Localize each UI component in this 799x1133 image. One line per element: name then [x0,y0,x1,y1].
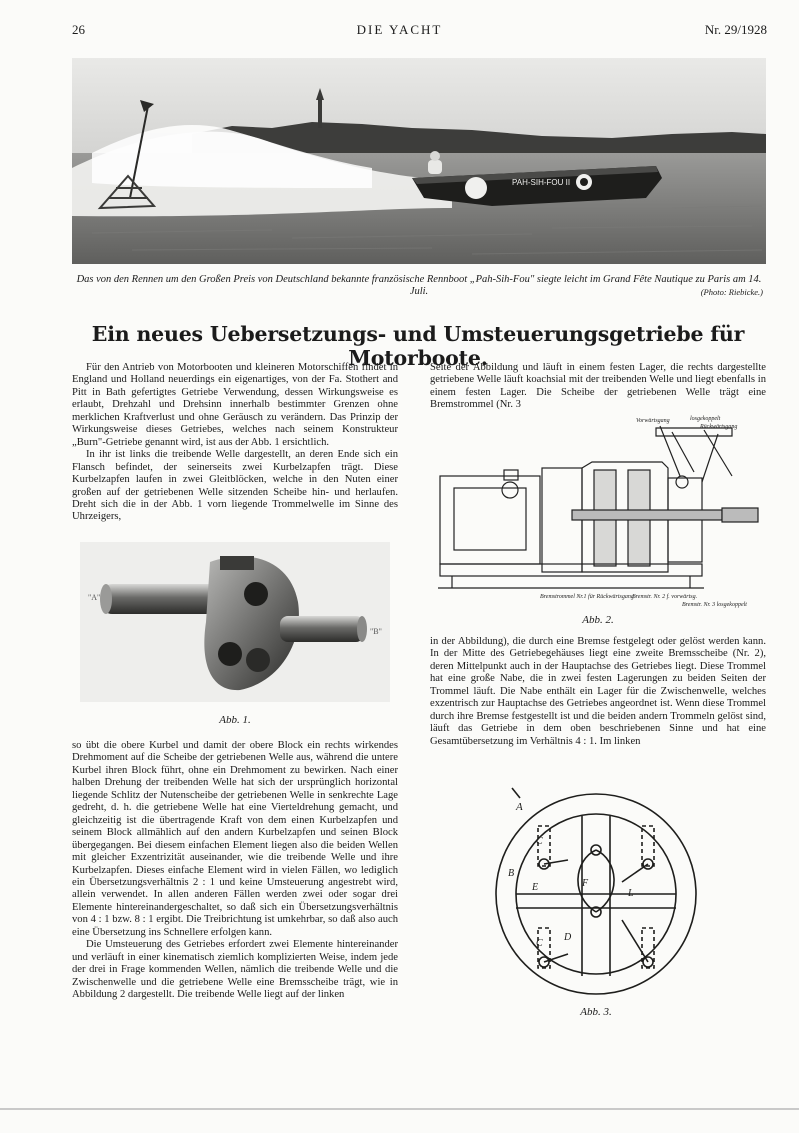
letter-c-bottom: C [536,938,543,949]
letter-a: A [516,801,523,813]
letter-l: L [628,888,634,899]
boat-name-text: PAH-SIH-FOU II [512,178,571,187]
label-bremstrommel-1: Bremstrommel Nr.1 für Rückwärtsgang [540,594,634,600]
journal-title: DIE YACHT [356,22,443,37]
figure-1-caption: Abb. 1. [219,714,251,726]
photo-credit: (Photo: Riebicke.) [700,287,763,297]
column-right-bottom [430,636,766,748]
label-rueckwaertsgang: Rückwärtsgang [700,424,738,430]
figure-3-diagram [472,786,720,998]
paragraph: Die Umsteuerung des Getriebes erfordert zwei Elemente hintereinander und verläuft in einer kinematisch ziemlich komplizierten Weise, indem jede der drei in Frage kommenden Wellen, nämlich die treibende Welle und die Zwischenwelle und die getriebene Welle eine Bremsscheibe trägt, wie in Abbildung 2 dargestellt. Die treibende Welle liegt auf der linken [72,939,398,1001]
paragraph: in der Abbildung), die durch eine Bremse festgelegt oder gelöst werden kann. In der Mitte des Getriebegehäuses liegt eine zweite Bremsscheibe (Nr. 2), deren Mittelpunkt auch in der Hauptachse des Getriebes liegt. Diese Trommel hat eine große Nabe, die in zwei festen Lagerungen zu beiden Seiten der Trommel läuft. Die Nabe enthält ein Lager für die Zwischenwelle, welches exzentrisch zur Hauptachse des Getriebes angeordnet ist. Wenn diese Trommel durch ihre Bremse festgestellt ist und die beiden andern Trommeln gelöst sind, läuft das Getriebe in dem oben beschriebenen Sinne und hat eine Gesamtübersetzung im Verhältnis 4 : 1. Im linken [430,636,766,747]
label-bremstrommel-3: Bremstr. Nr. 3 losgekoppelt [682,602,747,608]
shaft-assembly-illustration [80,542,390,702]
paragraph: Für den Antrieb von Motorbooten und kleineren Motorschiffen findet in England und Holland neuerdings ein eigenartiges, von der Fa. Stothert and Pitt in Bath gefertigtes Getriebe Verwendung, dessen Wirkungsweise es erlaubt, Drehzahl und Drehsinn innerhalb bestimmter Grenzen ohne merklichen Kraftverlust und ohne Geräusch zu verändern. Das Prinzip der Wirkungsweise dieses Getriebes, welches nach seinem Konstrukteur „Burn"-Getriebe genannt wird, ist aus der Abb. 1 ersichtlich. [72,362,398,448]
gearbox-section-drawing [432,412,766,612]
label-a: "A" [88,593,101,602]
paragraph: so übt die obere Kurbel und damit der obere Block ein rechts wirkendes Drehmoment auf die Scheibe der getriebenen Welle aus, während die untere Kurbel ihren Block führt, ohne ein Drehmoment zu bewirken. Nach einer halben Drehung der treibenden Welle hat sich der ursprünglich horizontal liegende Schlitz der Nutenscheibe der getriebenen Welle in senkrechte Lage gedreht, d. h. die getriebene Welle hat eine Vierteldrehung gemacht, und gleichzeitig ist die übertragende Kraft von dem einen Kurbelzapfen und seinem Block allmählich auf den andern Kurbelzapfen und seinen Block übergegangen. Bei diesem einfachen Element liegen also die beiden Wellen mit gleicher Exzentrizität auseinander, wie die treibende Welle und ihre Kurbelzapfen. Dieses einfache Element wird in vielen Fällen, wo lediglich ein Übersetzungsverhältnis 2 : 1 und keine Umsteuerung angestrebt wird, allein verwendet. In allen anderen Fällen werden zwei oder sogar drei Elemente hintereinandergeschaltet, so daß sich ein Übersetzungsverhältnis von 4 : 1 bzw. 8 : 1 ergibt. Die Treibrichtung ist umkehrbar, so daß also auch eine Übersetzung ins Schnellere erfolgen kann. [72,740,398,938]
letter-b: B [508,868,515,879]
paragraph: In ihr ist links die treibende Welle dargestellt, an deren Ende sich ein Flansch befindet, der seinerseits zwei Kurbelzapfen trägt. Diese Kurbelzapfen laufen in zwei Gleitblöcken, welche in den Nuten einer großen auf der getriebenen Welle sitzenden Scheibe hin- und herlaufen. Dreht sich die in der Abb. 1 vorn liegende Trommelwelle im Sinne des Uhrzeigers, [72,449,398,523]
label-losgekoppelt: losgekoppelt [690,416,721,422]
label-bremstrommel-2: Bremstr. Nr. 2 f. vorwärtsg. [632,594,698,600]
label-vorwaertsgang: Vorwärtsgang [636,418,670,424]
article-title: Ein neues Uebersetzungs- und Umsteuerungsgetriebe für Motorboote. [91,322,745,370]
column-right-top [430,362,766,412]
kinematic-diagram [472,786,720,998]
letter-d: D [564,932,572,943]
issue-number: Nr. 29/1928 [704,22,767,37]
figure-2-drawing [432,412,766,612]
label-b: "B" [370,627,382,636]
column-left-top [72,362,398,524]
column-left-bottom [72,740,398,1002]
figure-3-caption: Abb. 3. [580,1006,612,1018]
figure-1-photo [80,542,390,702]
letter-e: E [532,882,539,893]
page-number: 26 [72,22,85,37]
racing-boat-illustration [72,58,766,264]
figure-2-caption: Abb. 2. [582,614,614,626]
photo-caption: Das von den Rennen um den Großen Preis von Deutschland bekannte französische Rennboot „Pah-Sih-Fou" siegte leicht im Grand Fête Nautique zu Paris am 14. Juli. [76,274,762,297]
letter-c-top: C [536,836,543,847]
letter-f: F [582,878,589,889]
racing-boat-photo [72,58,766,264]
paragraph: Seite der Abbildung und läuft in einem festen Lager, die rechts dargestellte getriebene Welle läuft koachsial mit der treibenden Welle und liegt ebenfalls in einem festen Lager. Die Scheibe der getriebenen Welle trägt eine Bremstrommel (Nr. 3 [430,362,766,411]
page-edge-line [0,1108,799,1110]
